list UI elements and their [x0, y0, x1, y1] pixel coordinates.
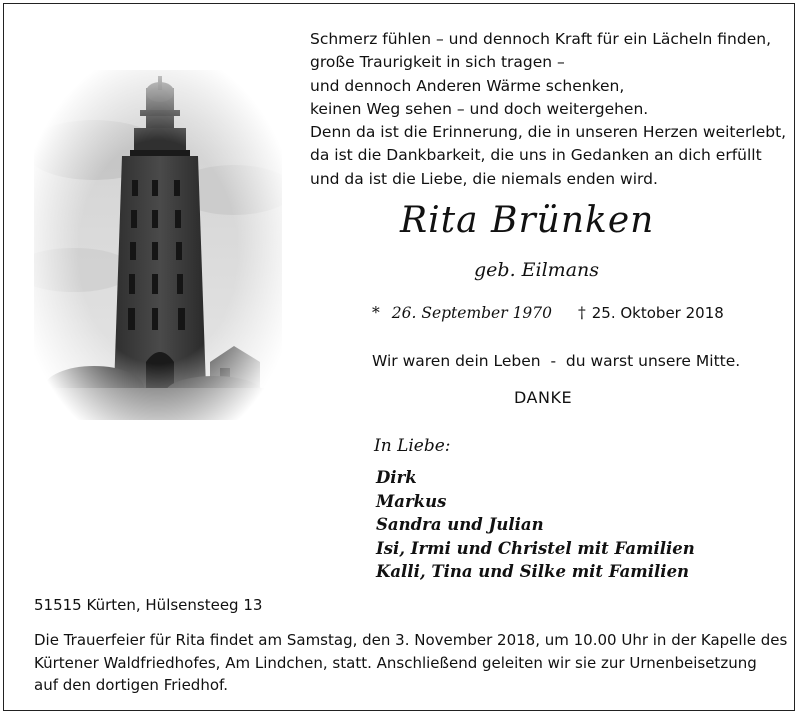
poem-line: und da ist die Liebe, die niemals enden wird.	[310, 169, 658, 188]
maiden-name: geb. Eilmans	[474, 259, 600, 281]
lighthouse-photo	[34, 70, 282, 420]
in-love-heading: In Liebe:	[374, 436, 451, 456]
poem-line: Schmerz fühlen – und dennoch Kraft für ein Lächeln finden,	[310, 30, 772, 48]
motto: Wir waren dein Leben - du warst unsere Mitte.	[372, 352, 741, 370]
death-date-group	[578, 304, 724, 322]
poem	[310, 28, 787, 191]
life-dates	[372, 304, 752, 322]
funeral-notice	[34, 629, 788, 697]
mourner-name: Isi, Irmi und Christel mit Familien	[376, 538, 695, 558]
poem-line: große Traurigkeit in sich tragen –	[310, 53, 565, 72]
deceased-name: Rita Brünken	[400, 200, 655, 241]
family-address: 51515 Kürten, Hülsensteeg 13	[34, 596, 263, 614]
notice-line: Die Trauerfeier für Rita findet am Samstag, den 3. November 2018, um 10.00 Uhr in der Kapelle des	[34, 631, 788, 649]
thanks-text: DANKE	[514, 388, 573, 407]
mourner-name: Markus	[376, 491, 447, 511]
death-date: 25. Oktober 2018	[591, 304, 724, 322]
poem-line: Denn da ist die Erinnerung, die in unseren Herzen weiterlebt,	[310, 123, 787, 142]
notice-line: auf den dortigen Friedhof.	[34, 676, 228, 694]
mourner-name: Sandra und Julian	[376, 515, 544, 534]
poem-line: keinen Weg sehen – und doch weitergehen.	[310, 99, 649, 118]
poem-line: da ist die Dankbarkeit, die uns in Gedanken an dich erfüllt	[310, 146, 762, 165]
mourner-name: Kalli, Tina und Silke mit Familien	[376, 562, 690, 581]
birth-star-icon: *	[372, 304, 380, 322]
poem-line: und dennoch Anderen Wärme schenken,	[310, 76, 625, 95]
cross-icon: †	[578, 304, 586, 322]
birth-date: 26. September 1970	[391, 304, 553, 322]
notice-line: Kürtener Waldfriedhofes, Am Lindchen, statt. Anschließend geleiten wir sie zur Urnenbeisetzung	[34, 653, 757, 672]
mourners-list	[376, 466, 776, 584]
mourner-name: Dirk	[376, 468, 417, 487]
